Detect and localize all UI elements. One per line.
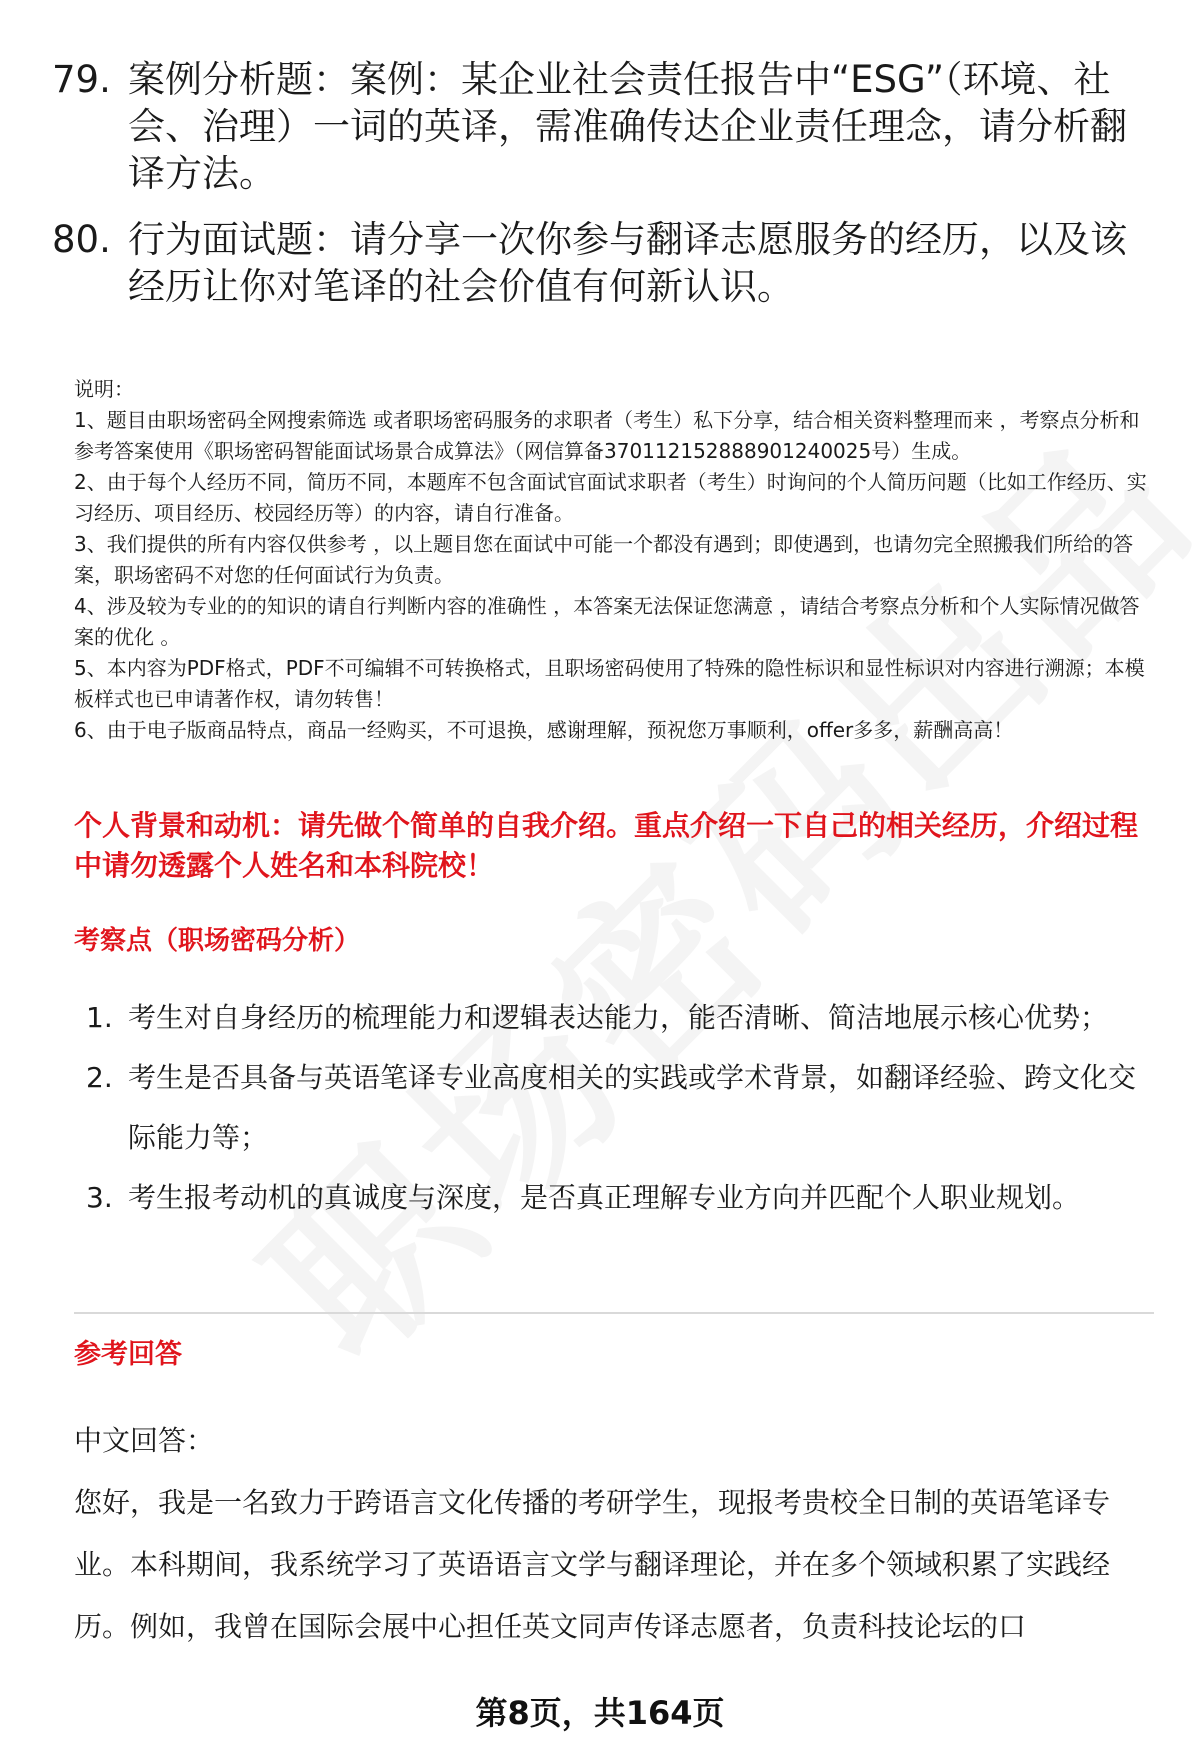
page-footer: 第8页，共164页 — [475, 1694, 725, 1732]
reference-answer — [74, 1410, 1154, 1658]
point-number: 2. — [86, 1061, 113, 1094]
analysis-point — [86, 988, 1156, 1048]
analysis-heading: 考察点（职场密码分析） — [74, 926, 361, 956]
question-79 — [52, 56, 1152, 197]
point-text: 考生对自身经历的梳理能力和逻辑表达能力，能否清晰、简洁地展示核心优势； — [128, 1001, 1109, 1034]
question-number: 79. — [52, 58, 111, 101]
note-item: 6、由于电子版商品特点，商品一经购买，不可退换，感谢理解，预祝您万事顺利，offer多多，薪酬高高！ — [74, 718, 1014, 742]
notes-section — [74, 374, 1154, 746]
reference-heading: 参考回答 — [74, 1339, 182, 1370]
note-item: 4、涉及较为专业的的知识的请自行判断内容的准确性 ，本答案无法保证您满意 ，请结合考察点分析和个人实际情况做答案的优化 。 — [74, 594, 1140, 649]
point-text: 考生报考动机的真诚度与深度，是否真正理解专业方向并匹配个人职业规划。 — [128, 1181, 1081, 1214]
question-text: 行为面试题：请分享一次你参与翻译志愿服务的经历，以及该经历让你对笔译的社会价值有何新认识。 — [128, 218, 1127, 308]
notes-title: 说明： — [74, 377, 134, 401]
question-number: 80. — [52, 218, 111, 261]
point-number: 3. — [86, 1181, 113, 1214]
answer-body: 您好，我是一名致力于跨语言文化传播的考研学生，现报考贵校全日制的英语笔译专业。本科期间，我系统学习了英语语言文学与翻译理论，并在多个领域积累了实践经历。例如，我曾在国际会展中心担任英文同声传译志愿者，负责科技论坛的口 — [74, 1486, 1111, 1643]
point-text: 考生是否具备与英语笔译专业高度相关的实践或学术背景，如翻译经验、跨文化交际能力等； — [128, 1061, 1137, 1154]
section-divider — [74, 1312, 1154, 1314]
note-item: 1、题目由职场密码全网搜索筛选 或者职场密码服务的求职者（考生）私下分享，结合相关资料整理而来 ，考察点分析和参考答案使用《职场密码智能面试场景合成算法》（网信算备370112152888901240025号）生成。 — [74, 408, 1140, 463]
note-item: 5、本内容为PDF格式，PDF不可编辑不可转换格式，且职场密码使用了特殊的隐性标识和显性标识对内容进行溯源；本模板样式也已申请著作权，请勿转售！ — [74, 656, 1145, 711]
note-item: 2、由于每个人经历不同，简历不同，本题库不包含面试官面试求职者（考生）时询问的个人简历问题（比如工作经历、实习经历、项目经历、校园经历等）的内容，请自行准备。 — [74, 470, 1147, 525]
note-item: 3、我们提供的所有内容仅供参考 ，以上题目您在面试中可能一个都没有遇到；即使遇到，也请勿完全照搬我们所给的答案，职场密码不对您的任何面试行为负责。 — [74, 532, 1134, 587]
answer-label: 中文回答： — [74, 1424, 215, 1457]
analysis-point — [86, 1048, 1156, 1168]
analysis-point — [86, 1168, 1156, 1228]
question-text: 案例分析题：案例：某企业社会责任报告中“ESG”（环境、社会、治理）一词的英译，需准确传达企业责任理念，请分析翻译方法。 — [128, 58, 1127, 195]
background-question: 个人背景和动机：请先做个简单的自我介绍。重点介绍一下自己的相关经历，介绍过程中请勿透露个人姓名和本科院校！ — [74, 809, 1139, 882]
analysis-points — [86, 988, 1156, 1228]
question-80 — [52, 216, 1152, 310]
point-number: 1. — [86, 1001, 113, 1034]
